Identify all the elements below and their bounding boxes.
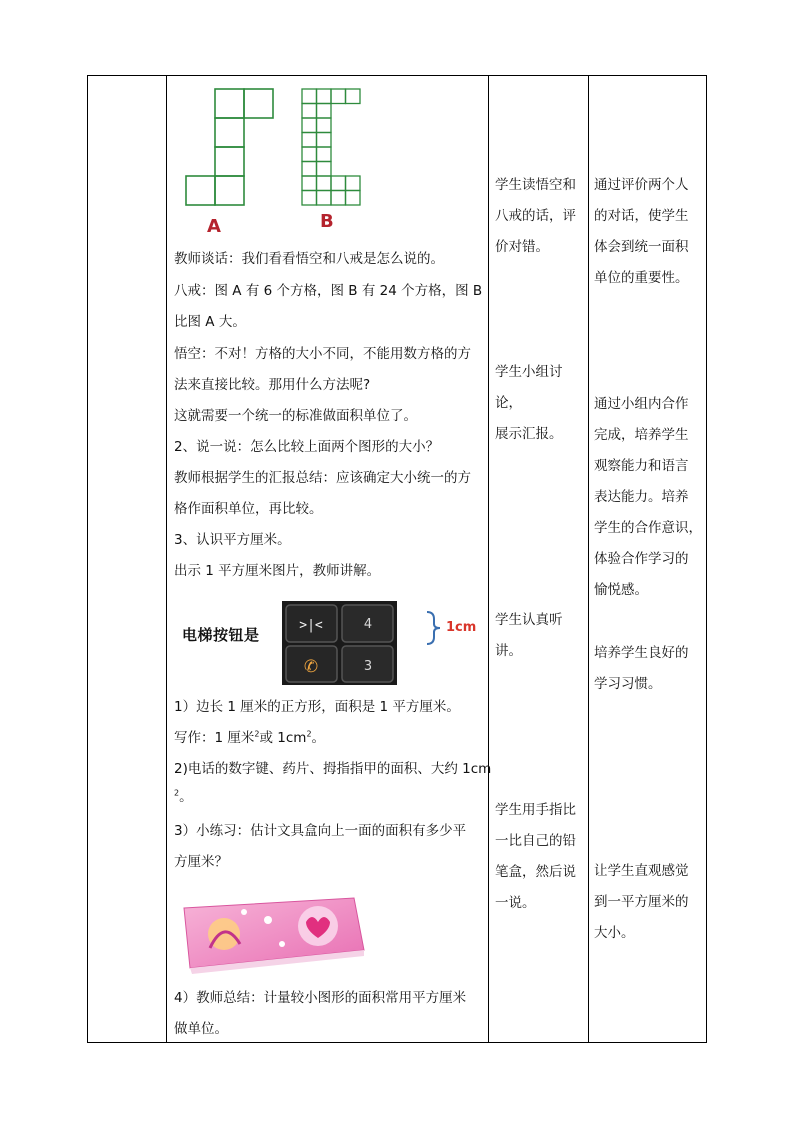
one-cm-label: 1cm <box>446 620 477 635</box>
text-bajie-2: 比图 A 大。 <box>174 314 246 330</box>
design-intent-1-line: 的对话，使学生 <box>594 208 689 224</box>
figure-b-cell <box>302 147 317 162</box>
text-teacher-summary-2: 做单位。 <box>174 1021 228 1037</box>
student-activity-4 <box>495 795 587 919</box>
grid-figures <box>170 84 370 234</box>
design-intent-4-line: 大小。 <box>594 925 635 941</box>
design-intent-1-line: 体会到统一面积 <box>594 239 689 255</box>
student-activity-2-line: 展示汇报。 <box>495 426 563 442</box>
write-as-part-3: 。 <box>311 730 326 746</box>
figure-b-cell <box>317 118 332 133</box>
open-close-symbol: >|< <box>299 618 323 633</box>
text-point-2-cont <box>174 789 193 806</box>
superscript-2a: 2 <box>254 729 260 739</box>
figure-b-grid <box>302 89 360 205</box>
design-intent-4 <box>594 856 702 949</box>
design-intent-4-line: 让学生直观感觉 <box>594 863 689 879</box>
figure-b-cell <box>302 176 317 191</box>
figure-b-cell <box>317 191 332 206</box>
figure-a-cell <box>215 118 244 147</box>
table-left-border <box>87 75 88 1043</box>
student-activity-1-line: 八戒的话，评 <box>495 208 576 224</box>
student-activity-1-line: 价对错。 <box>495 239 549 255</box>
design-intent-1-line: 通过评价两个人 <box>594 177 689 193</box>
design-intent-2-line: 通过小组内合作 <box>594 396 689 412</box>
text-write-as <box>174 730 325 747</box>
student-activity-4-line: 一比自己的铅 <box>495 833 576 849</box>
column-divider-1 <box>166 75 167 1043</box>
figure-b-cell <box>302 89 317 104</box>
figure-a-label: A <box>207 216 221 237</box>
text-practice-1: 3）小练习：估计文具盒向上一面的面积有多少平 <box>174 823 467 839</box>
student-activity-1 <box>495 170 587 263</box>
figure-b-cell <box>317 133 332 148</box>
write-as-part-2: 或 1cm <box>259 730 307 746</box>
design-intent-2-line: 观察能力和语言 <box>594 458 689 474</box>
elevator-buttons-image <box>282 601 397 685</box>
figure-b-cell <box>317 89 332 104</box>
design-intent-1 <box>594 170 702 294</box>
text-step-3: 3、认识平方厘米。 <box>174 532 291 548</box>
figure-b-cell <box>302 162 317 177</box>
figure-b-cell <box>331 89 346 104</box>
figure-b-cell <box>317 147 332 162</box>
student-activity-4-line: 学生用手指比 <box>495 802 576 818</box>
design-intent-2 <box>594 389 702 606</box>
brace-icon <box>424 610 446 646</box>
student-activity-3 <box>495 605 587 667</box>
figure-a-grid <box>186 89 273 205</box>
figure-b-cell <box>346 176 361 191</box>
design-intent-2-line: 愉悦感。 <box>594 582 648 598</box>
design-intent-2-line: 学生的合作意识， <box>594 520 702 536</box>
phone-icon: ✆ <box>303 657 319 677</box>
figure-a-cell <box>186 176 215 205</box>
design-intent-3 <box>594 638 702 700</box>
text-step-2: 2、说一说：怎么比较上面两个图形的大小？ <box>174 439 440 455</box>
student-activity-3-line: 学生认真听讲。 <box>495 612 563 659</box>
figure-b-cell <box>331 176 346 191</box>
text-wukong-2: 法来直接比较。那用什么方法呢? <box>174 377 371 393</box>
figure-b-label: B <box>320 211 334 232</box>
table-right-border <box>706 75 707 1043</box>
column-divider-2 <box>488 75 489 1043</box>
design-intent-3-line: 培养学生良好的 <box>594 645 689 661</box>
design-intent-2-line: 完成，培养学生 <box>594 427 689 443</box>
design-intent-1-line: 单位的重要性。 <box>594 270 689 286</box>
floor-3-label: 3 <box>363 659 373 674</box>
figure-b-cell <box>302 104 317 119</box>
student-activity-2 <box>495 357 587 450</box>
figure-b-cell <box>346 191 361 206</box>
figure-b-cell <box>331 191 346 206</box>
figure-a-cell <box>244 89 273 118</box>
text-standard: 这就需要一个统一的标准做面积单位了。 <box>174 408 417 424</box>
figure-b-cell <box>302 133 317 148</box>
design-intent-3-line: 学习习惯。 <box>594 676 662 692</box>
figure-b-cell <box>302 118 317 133</box>
elevator-title: 电梯按钮是 <box>182 626 260 644</box>
design-intent-4-line: 到一平方厘米的 <box>594 894 689 910</box>
student-activity-4-line: 笔盒，然后说 <box>495 864 576 880</box>
design-intent-2-line: 表达能力。培养 <box>594 489 689 505</box>
superscript-2c: 2 <box>174 788 180 798</box>
text-bajie-1: 八戒：图 A 有 6 个方格，图 B 有 24 个方格，图 B <box>174 283 483 299</box>
student-activity-2-line: 学生小组讨论， <box>495 364 563 411</box>
figure-a-cell <box>215 89 244 118</box>
figure-b-cell <box>317 176 332 191</box>
column-divider-3 <box>588 75 589 1043</box>
text-teacher-talk: 教师谈话：我们看看悟空和八戒是怎么说的。 <box>174 251 444 267</box>
point-2-period: 。 <box>179 789 193 805</box>
student-activity-1-line: 学生读悟空和 <box>495 177 576 193</box>
superscript-2b: 2 <box>306 729 312 739</box>
text-point-1: 1）边长 1 厘米的正方形，面积是 1 平方厘米。 <box>174 699 460 715</box>
figure-b-cell <box>346 89 361 104</box>
text-practice-2: 方厘米？ <box>174 854 228 870</box>
text-teacher-summary-1: 4）教师总结：计量较小图形的面积常用平方厘米 <box>174 990 467 1006</box>
figure-a-cell <box>215 176 244 205</box>
figure-b-cell <box>302 191 317 206</box>
figure-b-cell <box>317 162 332 177</box>
table-top-border <box>87 75 707 76</box>
pencil-box-image <box>178 888 368 974</box>
write-as-part-1: 写作：1 厘米 <box>174 730 255 746</box>
text-wukong-1: 悟空：不对！方格的大小不同，不能用数方格的方 <box>174 346 471 362</box>
floor-4-label: 4 <box>363 617 373 632</box>
text-summary-1: 教师根据学生的汇报总结：应该确定大小统一的方 <box>174 470 471 486</box>
student-activity-4-line: 一说。 <box>495 895 536 911</box>
text-point-2: 2)电话的数字键、药片、拇指指甲的面积、大约 1cm <box>174 761 492 777</box>
text-show-picture: 出示 1 平方厘米图片，教师讲解。 <box>174 563 381 579</box>
figure-b-cell <box>317 104 332 119</box>
table-bottom-border <box>87 1042 707 1043</box>
text-summary-2: 格作面积单位，再比较。 <box>174 501 323 517</box>
figure-a-cell <box>215 147 244 176</box>
design-intent-2-line: 体验合作学习的 <box>594 551 689 567</box>
